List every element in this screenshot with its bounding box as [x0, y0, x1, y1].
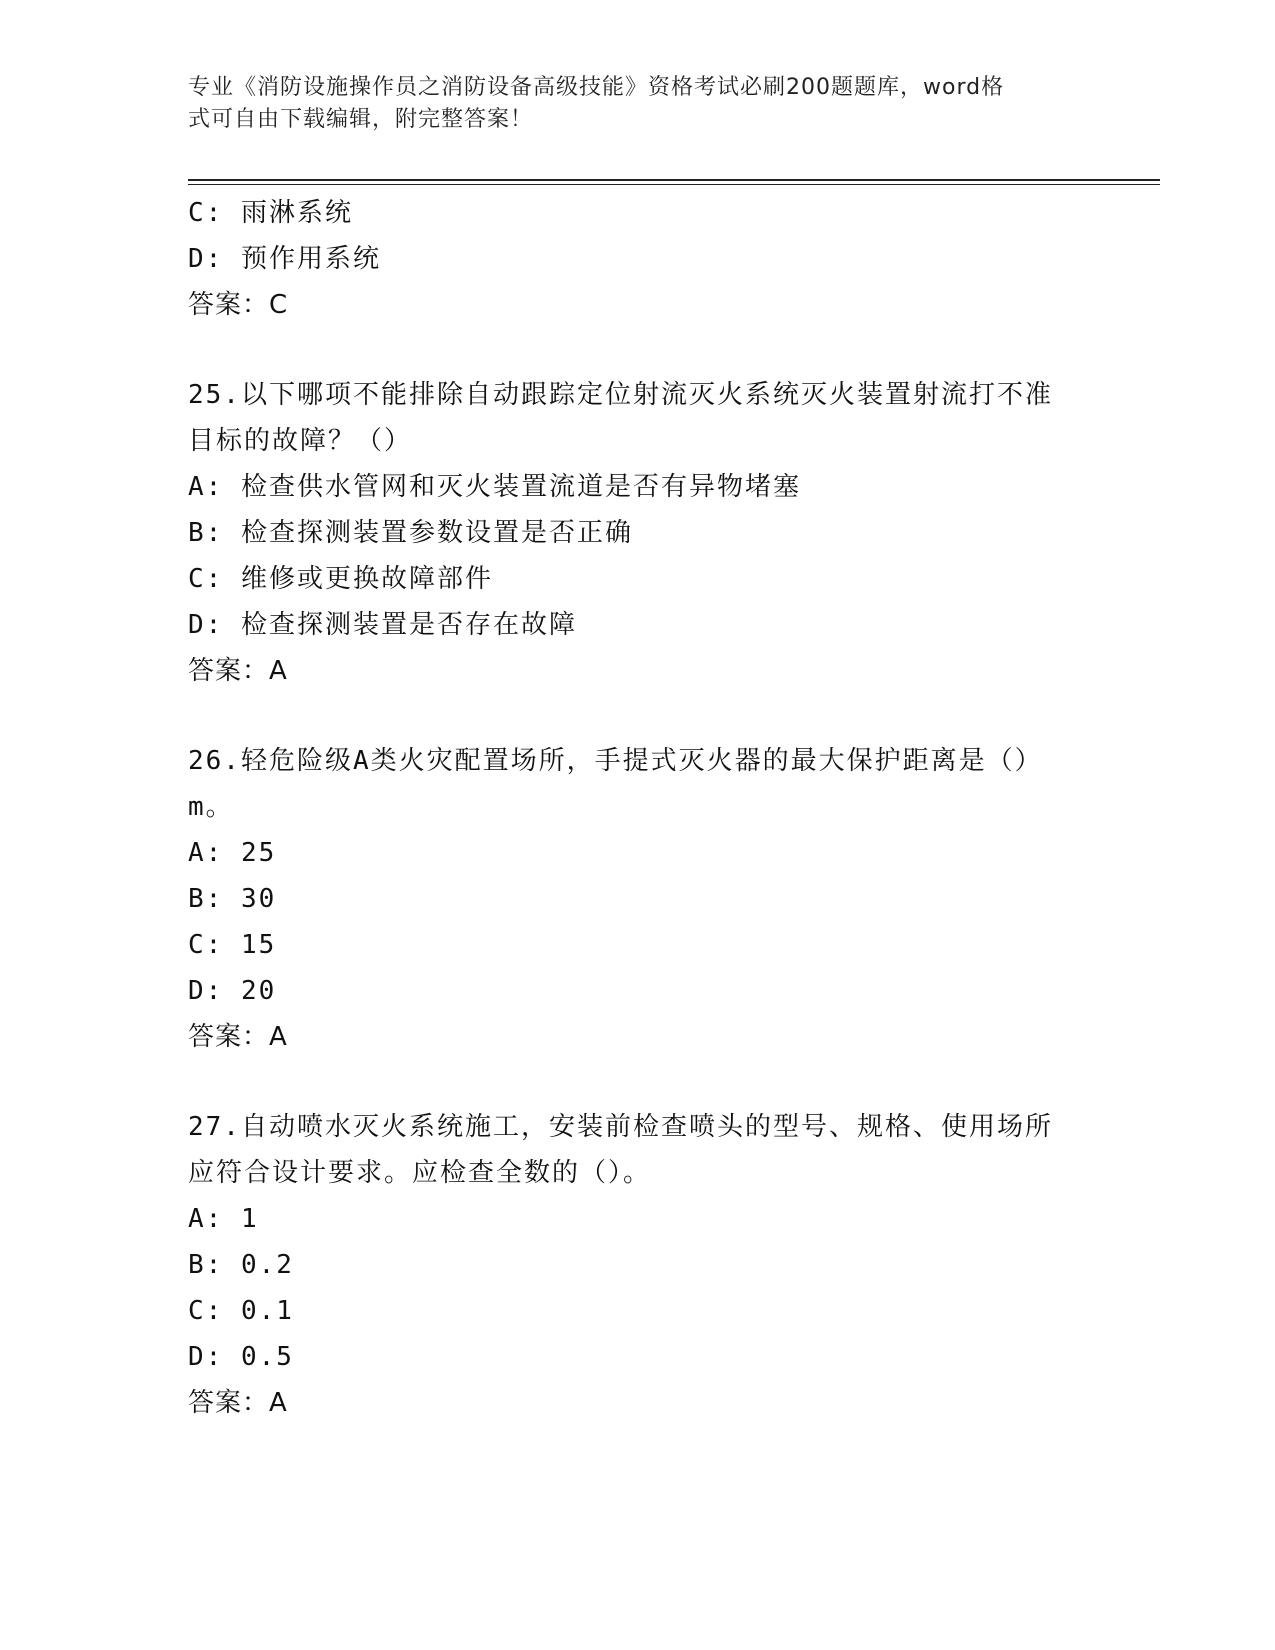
header-line-1: 专业《消防设施操作员之消防设备高级技能》资格考试必刷200题题库，word格	[188, 75, 1005, 100]
question-stem-cont: 目标的故障？（）	[188, 426, 413, 456]
option-d: D: 0.5	[188, 1342, 294, 1372]
option-d: D: 20	[188, 976, 277, 1006]
answer: 答案：A	[188, 1022, 288, 1052]
option-c: C: 雨淋系统	[188, 198, 353, 228]
option-a: A: 1	[188, 1204, 259, 1234]
question-stem: 26.轻危险级A类火灾配置场所，手提式灭火器的最大保护距离是（）	[188, 746, 1043, 776]
option-c: C: 0.1	[188, 1296, 294, 1326]
option-b: B: 0.2	[188, 1250, 294, 1280]
option-d: D: 检查探测装置是否存在故障	[188, 610, 577, 640]
question-stem: 27.自动喷水灭火系统施工，安装前检查喷头的型号、规格、使用场所	[188, 1112, 1053, 1142]
question-26	[188, 738, 1088, 1060]
question-stem-cont: 应符合设计要求。应检查全数的（）。	[188, 1158, 652, 1188]
question-stem-cont: m。	[188, 792, 234, 822]
question-list	[188, 190, 1088, 1426]
document-header	[188, 72, 1068, 136]
answer: 答案：C	[188, 290, 289, 320]
option-c: C: 15	[188, 930, 277, 960]
question-stem: 25.以下哪项不能排除自动跟踪定位射流灭火系统灭火装置射流打不准	[188, 380, 1053, 410]
answer: 答案：A	[188, 1388, 288, 1418]
option-a: A: 检查供水管网和灭火装置流道是否有异物堵塞	[188, 472, 801, 502]
option-b: B: 30	[188, 884, 277, 914]
option-d: D: 预作用系统	[188, 244, 381, 274]
header-rule-thin	[188, 184, 1160, 185]
option-a: A: 25	[188, 838, 277, 868]
answer: 答案：A	[188, 656, 288, 686]
option-b: B: 检查探测装置参数设置是否正确	[188, 518, 633, 548]
question-25	[188, 372, 1088, 694]
previous-question-tail	[188, 190, 1088, 328]
option-c: C: 维修或更换故障部件	[188, 564, 493, 594]
header-line-2: 式可自由下载编辑，附完整答案！	[188, 107, 534, 132]
question-27	[188, 1104, 1088, 1426]
header-rule-thick	[188, 179, 1160, 181]
